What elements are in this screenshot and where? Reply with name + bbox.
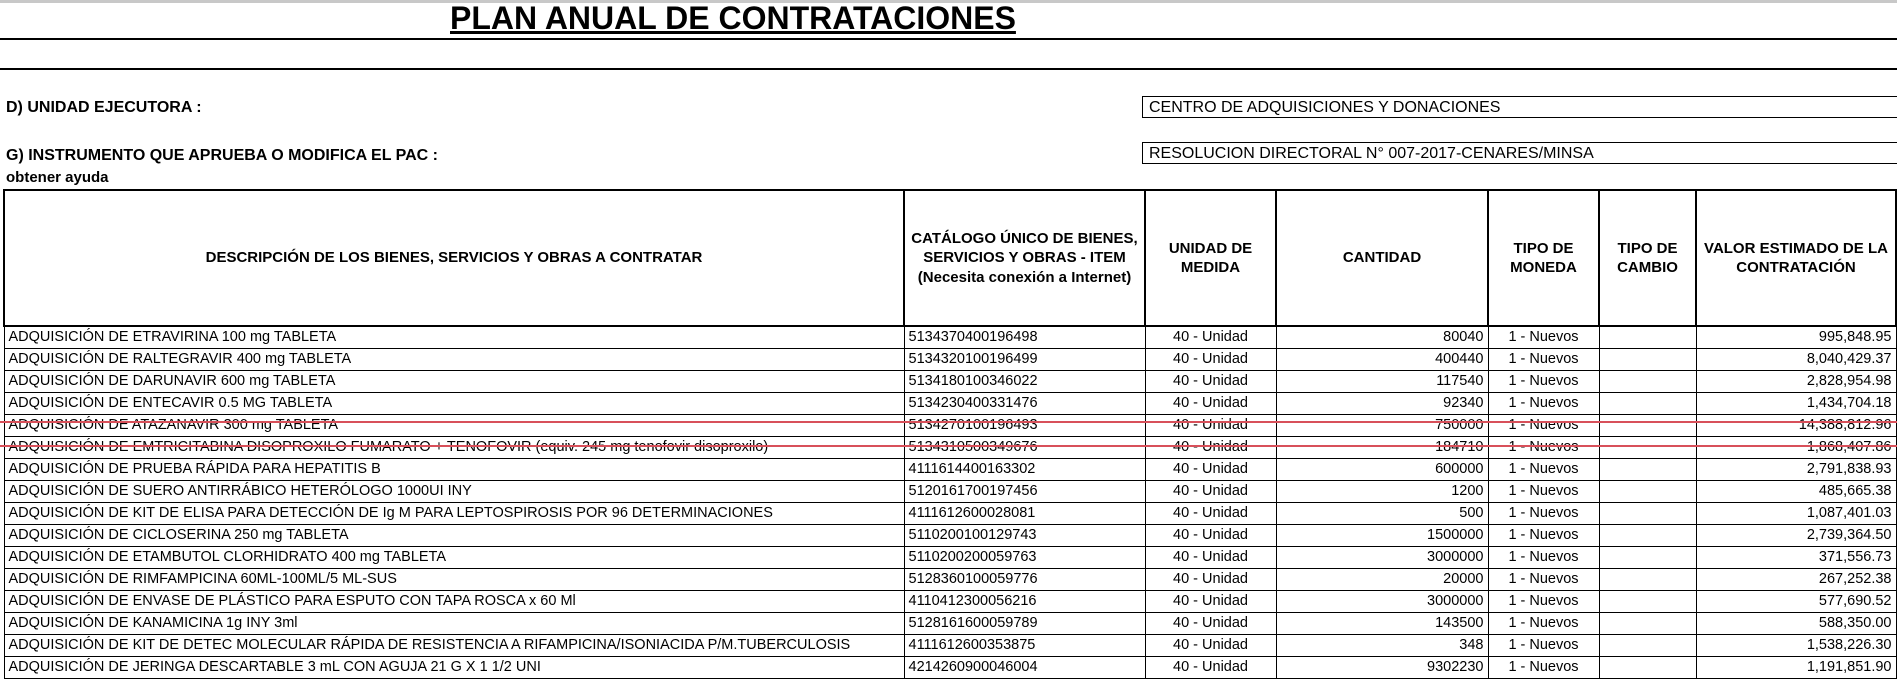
cell-unidad-medida[interactable]: 40 - Unidad (1145, 437, 1276, 459)
cell-tipo-cambio[interactable] (1599, 415, 1696, 437)
cell-valor-estimado[interactable]: 485,665.38 (1696, 481, 1896, 503)
cell-unidad-medida[interactable]: 40 - Unidad (1145, 326, 1276, 349)
cell-tipo-cambio[interactable] (1599, 613, 1696, 635)
cell-descripcion[interactable]: ADQUISICIÓN DE KANAMICINA 1g INY 3ml (4, 613, 904, 635)
cell-cantidad[interactable]: 143500 (1276, 613, 1488, 635)
cell-cantidad[interactable]: 9302230 (1276, 657, 1488, 679)
instrumento-value[interactable]: RESOLUCION DIRECTORAL N° 007-2017-CENARES/MINSA (1142, 142, 1897, 164)
table-row[interactable] (4, 437, 1896, 459)
table-row[interactable] (4, 569, 1896, 591)
cell-catalogo[interactable]: 5120161700197456 (904, 481, 1145, 503)
cell-cantidad[interactable]: 184710 (1276, 437, 1488, 459)
cell-unidad-medida[interactable]: 40 - Unidad (1145, 459, 1276, 481)
table-body (4, 326, 1896, 679)
header-valor-estimado: VALOR ESTIMADO DE LA CONTRATACIÓN (1696, 190, 1896, 326)
cell-unidad-medida[interactable]: 40 - Unidad (1145, 481, 1276, 503)
cell-cantidad[interactable]: 3000000 (1276, 547, 1488, 569)
cell-catalogo[interactable]: 5128360100059776 (904, 569, 1145, 591)
cell-descripcion[interactable]: ADQUISICIÓN DE ETRAVIRINA 100 mg TABLETA (4, 326, 904, 349)
cell-unidad-medida[interactable]: 40 - Unidad (1145, 547, 1276, 569)
header-catalogo (904, 190, 1145, 326)
cell-descripcion[interactable]: ADQUISICIÓN DE ETAMBUTOL CLORHIDRATO 400 mg TABLETA (4, 547, 904, 569)
cell-valor-estimado[interactable]: 2,828,954.98 (1696, 371, 1896, 393)
cell-tipo-moneda[interactable]: 1 - Nuevos (1488, 393, 1599, 415)
cell-tipo-moneda[interactable]: 1 - Nuevos (1488, 657, 1599, 679)
cell-tipo-moneda[interactable]: 1 - Nuevos (1488, 349, 1599, 371)
table-row[interactable] (4, 591, 1896, 613)
cell-valor-estimado[interactable]: 1,868,407.86 (1696, 437, 1896, 459)
cell-cantidad[interactable]: 1200 (1276, 481, 1488, 503)
cell-cantidad[interactable]: 80040 (1276, 326, 1488, 349)
cell-catalogo[interactable]: 5110200100129743 (904, 525, 1145, 547)
cell-tipo-cambio[interactable] (1599, 481, 1696, 503)
cell-tipo-cambio[interactable] (1599, 326, 1696, 349)
cell-descripcion[interactable]: ADQUISICIÓN DE DARUNAVIR 600 mg TABLETA (4, 371, 904, 393)
table-row[interactable] (4, 371, 1896, 393)
table-row[interactable] (4, 415, 1896, 437)
cell-cantidad[interactable]: 20000 (1276, 569, 1488, 591)
cell-catalogo[interactable]: 5134370400196498 (904, 326, 1145, 349)
cell-catalogo[interactable]: 5134180100346022 (904, 371, 1145, 393)
cell-cantidad[interactable]: 348 (1276, 635, 1488, 657)
header-unidad-medida: UNIDAD DE MEDIDA (1145, 190, 1276, 326)
cell-tipo-moneda[interactable]: 1 - Nuevos (1488, 613, 1599, 635)
header-descripcion: DESCRIPCIÓN DE LOS BIENES, SERVICIOS Y OBRAS A CONTRATAR (4, 190, 904, 326)
unidad-label: D) UNIDAD EJECUTORA : (6, 99, 202, 116)
header-cantidad: CANTIDAD (1276, 190, 1488, 326)
cell-valor-estimado[interactable]: 995,848.95 (1696, 326, 1896, 349)
cell-descripcion[interactable]: ADQUISICIÓN DE ATAZANAVIR 300 mg TABLETA (4, 415, 904, 437)
table-header-row (4, 190, 1896, 326)
cell-descripcion[interactable]: ADQUISICIÓN DE KIT DE DETEC MOLECULAR RÁPIDA DE RESISTENCIA A RIFAMPICINA/ISONIACIDA P/M.TUBERCULOSIS (4, 635, 904, 657)
cell-valor-estimado[interactable]: 14,388,812.96 (1696, 415, 1896, 437)
cell-descripcion[interactable]: ADQUISICIÓN DE CICLOSERINA 250 mg TABLETA (4, 525, 904, 547)
cell-catalogo[interactable]: 5128161600059789 (904, 613, 1145, 635)
table-row[interactable] (4, 613, 1896, 635)
cell-tipo-cambio[interactable] (1599, 569, 1696, 591)
cell-catalogo[interactable]: 5134270100196493 (904, 415, 1145, 437)
cell-valor-estimado[interactable]: 1,087,401.03 (1696, 503, 1896, 525)
header-catalogo-label: CATÁLOGO ÚNICO DE BIENES, SERVICIOS Y OBRAS - ITEM (911, 229, 1138, 267)
cell-unidad-medida[interactable]: 40 - Unidad (1145, 569, 1276, 591)
table-row[interactable] (4, 481, 1896, 503)
cell-tipo-cambio[interactable] (1599, 393, 1696, 415)
cell-valor-estimado[interactable]: 2,739,364.50 (1696, 525, 1896, 547)
cell-catalogo[interactable]: 5110200200059763 (904, 547, 1145, 569)
cell-valor-estimado[interactable]: 1,434,704.18 (1696, 393, 1896, 415)
cell-tipo-cambio[interactable] (1599, 635, 1696, 657)
cell-valor-estimado[interactable]: 2,791,838.93 (1696, 459, 1896, 481)
cell-tipo-moneda[interactable]: 1 - Nuevos (1488, 371, 1599, 393)
cell-descripcion[interactable]: ADQUISICIÓN DE JERINGA DESCARTABLE 3 mL CON AGUJA 21 G X 1 1/2 UNI (4, 657, 904, 679)
cell-descripcion[interactable]: ADQUISICIÓN DE RALTEGRAVIR 400 mg TABLETA (4, 349, 904, 371)
cell-catalogo[interactable]: 4111612600028081 (904, 503, 1145, 525)
table-row[interactable] (4, 349, 1896, 371)
cell-tipo-cambio[interactable] (1599, 591, 1696, 613)
cell-valor-estimado[interactable]: 8,040,429.37 (1696, 349, 1896, 371)
cell-catalogo[interactable]: 4111612600353875 (904, 635, 1145, 657)
cell-catalogo[interactable]: 4214260900046004 (904, 657, 1145, 679)
cell-tipo-moneda[interactable]: 1 - Nuevos (1488, 326, 1599, 349)
instrumento-label: G) INSTRUMENTO QUE APRUEBA O MODIFICA EL PAC : (6, 147, 439, 164)
header-catalogo-note: (Necesita conexión a Internet) (917, 268, 1132, 286)
cell-cantidad[interactable]: 92340 (1276, 393, 1488, 415)
cell-catalogo[interactable]: 5134230400331476 (904, 393, 1145, 415)
cell-tipo-cambio[interactable] (1599, 525, 1696, 547)
divider-top (0, 38, 1897, 40)
cell-descripcion[interactable]: ADQUISICIÓN DE ENTECAVIR 0.5 MG TABLETA (4, 393, 904, 415)
table-row[interactable] (4, 547, 1896, 569)
cell-tipo-cambio[interactable] (1599, 437, 1696, 459)
table-row[interactable] (4, 503, 1896, 525)
header-tipo-moneda: TIPO DE MONEDA (1488, 190, 1599, 326)
cell-valor-estimado[interactable]: 371,556.73 (1696, 547, 1896, 569)
cell-valor-estimado[interactable]: 1,191,851.90 (1696, 657, 1896, 679)
cell-unidad-medida[interactable]: 40 - Unidad (1145, 591, 1276, 613)
cell-unidad-medida[interactable]: 40 - Unidad (1145, 349, 1276, 371)
cell-unidad-medida[interactable]: 40 - Unidad (1145, 525, 1276, 547)
cell-unidad-medida[interactable]: 40 - Unidad (1145, 657, 1276, 679)
cell-valor-estimado[interactable]: 1,538,226.30 (1696, 635, 1896, 657)
unidad-value[interactable]: CENTRO DE ADQUISICIONES Y DONACIONES (1142, 96, 1897, 118)
cell-tipo-moneda[interactable]: 1 - Nuevos (1488, 415, 1599, 437)
header-tipo-cambio: TIPO DE CAMBIO (1599, 190, 1696, 326)
cell-descripcion[interactable]: ADQUISICIÓN DE SUERO ANTIRRÁBICO HETERÓLOGO 1000UI INY (4, 481, 904, 503)
cell-tipo-moneda[interactable]: 1 - Nuevos (1488, 459, 1599, 481)
page-title: PLAN ANUAL DE CONTRATACIONES (450, 0, 1016, 36)
cell-catalogo[interactable]: 5134320100196499 (904, 349, 1145, 371)
table-row[interactable] (4, 393, 1896, 415)
cell-unidad-medida[interactable]: 40 - Unidad (1145, 393, 1276, 415)
cell-tipo-cambio[interactable] (1599, 547, 1696, 569)
cell-tipo-moneda[interactable]: 1 - Nuevos (1488, 481, 1599, 503)
divider-second (0, 68, 1897, 70)
cell-descripcion[interactable]: ADQUISICIÓN DE ENVASE DE PLÁSTICO PARA ESPUTO CON TAPA ROSCA x 60 Ml (4, 591, 904, 613)
cell-cantidad[interactable]: 1500000 (1276, 525, 1488, 547)
cell-tipo-moneda[interactable]: 1 - Nuevos (1488, 525, 1599, 547)
cell-valor-estimado[interactable]: 267,252.38 (1696, 569, 1896, 591)
cell-cantidad[interactable]: 500 (1276, 503, 1488, 525)
cell-tipo-moneda[interactable]: 1 - Nuevos (1488, 591, 1599, 613)
cell-tipo-moneda[interactable]: 1 - Nuevos (1488, 437, 1599, 459)
cell-tipo-moneda[interactable]: 1 - Nuevos (1488, 547, 1599, 569)
cell-tipo-cambio[interactable] (1599, 657, 1696, 679)
cell-valor-estimado[interactable]: 577,690.52 (1696, 591, 1896, 613)
cell-catalogo[interactable]: 5134310500349676 (904, 437, 1145, 459)
cell-unidad-medida[interactable]: 40 - Unidad (1145, 635, 1276, 657)
cell-tipo-cambio[interactable] (1599, 459, 1696, 481)
cell-cantidad[interactable]: 750000 (1276, 415, 1488, 437)
cell-unidad-medida[interactable]: 40 - Unidad (1145, 371, 1276, 393)
cell-cantidad[interactable]: 117540 (1276, 371, 1488, 393)
cell-tipo-moneda[interactable]: 1 - Nuevos (1488, 503, 1599, 525)
cell-valor-estimado[interactable]: 588,350.00 (1696, 613, 1896, 635)
cell-unidad-medida[interactable]: 40 - Unidad (1145, 613, 1276, 635)
table-row[interactable] (4, 459, 1896, 481)
cell-descripcion[interactable]: ADQUISICIÓN DE PRUEBA RÁPIDA PARA HEPATITIS B (4, 459, 904, 481)
cell-tipo-cambio[interactable] (1599, 349, 1696, 371)
cell-cantidad[interactable]: 3000000 (1276, 591, 1488, 613)
table-row[interactable] (4, 326, 1896, 349)
procurement-table (3, 189, 1897, 679)
cell-catalogo[interactable]: 4111614400163302 (904, 459, 1145, 481)
cell-cantidad[interactable]: 400440 (1276, 349, 1488, 371)
table-row[interactable] (4, 525, 1896, 547)
table-row[interactable] (4, 635, 1896, 657)
cell-tipo-cambio[interactable] (1599, 371, 1696, 393)
cell-tipo-cambio[interactable] (1599, 503, 1696, 525)
help-text[interactable]: obtener ayuda (6, 169, 109, 186)
cell-unidad-medida[interactable]: 40 - Unidad (1145, 415, 1276, 437)
cell-tipo-moneda[interactable]: 1 - Nuevos (1488, 635, 1599, 657)
cell-descripcion[interactable]: ADQUISICIÓN DE RIMFAMPICINA 60ML-100ML/5 ML-SUS (4, 569, 904, 591)
cell-catalogo[interactable]: 4110412300056216 (904, 591, 1145, 613)
cell-unidad-medida[interactable]: 40 - Unidad (1145, 503, 1276, 525)
cell-tipo-moneda[interactable]: 1 - Nuevos (1488, 569, 1599, 591)
table-row[interactable] (4, 657, 1896, 679)
cell-descripcion[interactable]: ADQUISICIÓN DE KIT DE ELISA PARA DETECCIÓN DE Ig M PARA LEPTOSPIROSIS POR 96 DETERMINACIONES (4, 503, 904, 525)
cell-cantidad[interactable]: 600000 (1276, 459, 1488, 481)
cell-descripcion[interactable]: ADQUISICIÓN DE EMTRICITABINA DISOPROXILO FUMARATO + TENOFOVIR (equiv. 245 mg tenofovir disoproxilo) (4, 437, 904, 459)
